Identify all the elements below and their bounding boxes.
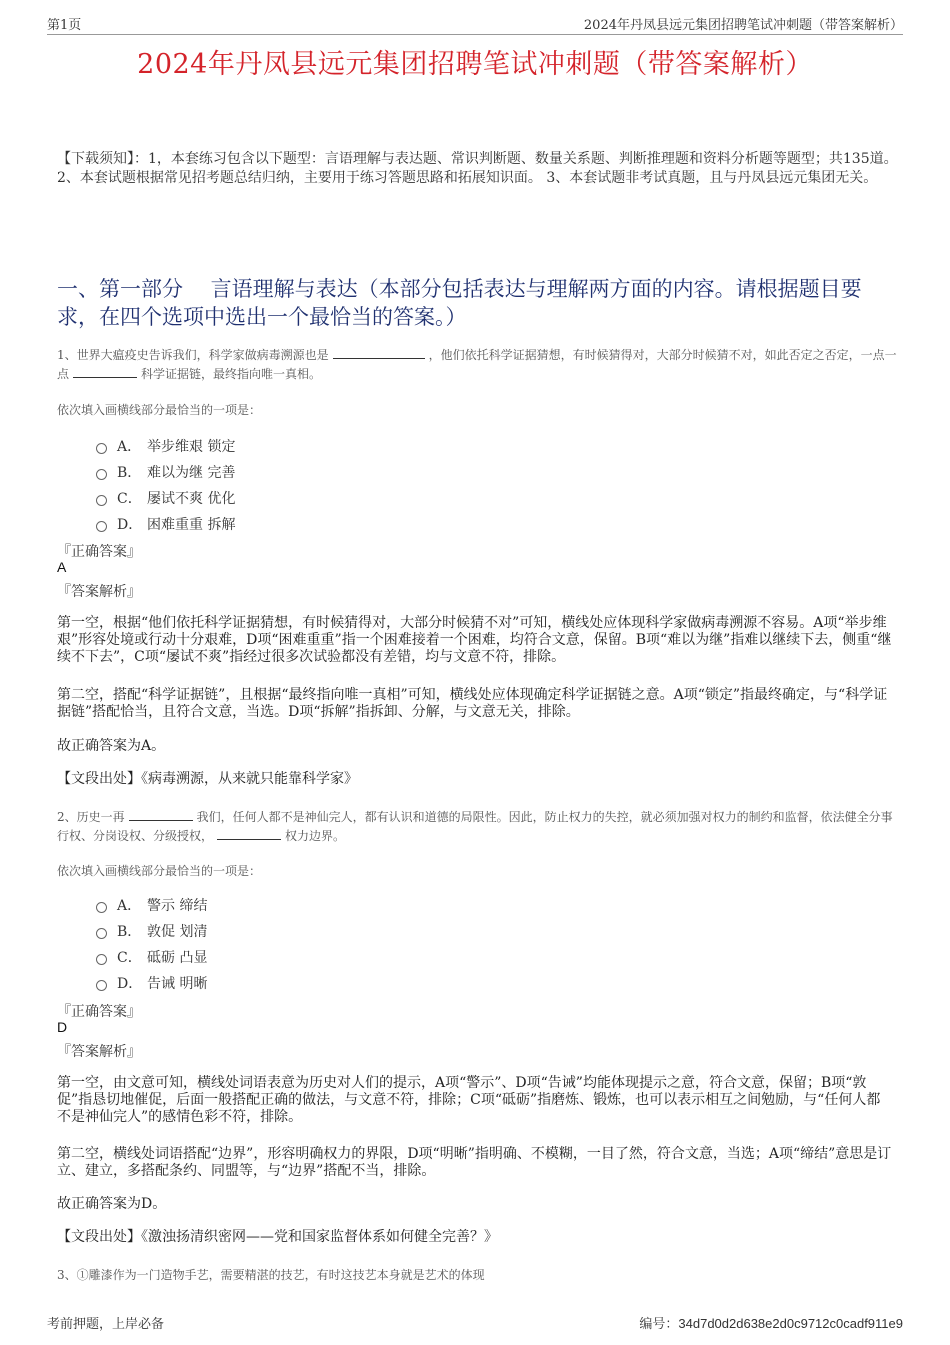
analysis-label: 『答案解析』 [57, 1044, 141, 1060]
download-notice: 【下载须知】：1，本套练习包含以下题型：言语理解与表达题、常识判断题、数量关系题、判断推理题和资料分析题等题型；共135道。 2、本套试题根据常见招考题总结归纳，主要用于练习答题思路和拓展知识面。 3、本套试题非考试真题，且与丹凤县远元集团无关。 [57, 151, 898, 186]
radio-icon[interactable] [96, 443, 107, 454]
radio-icon[interactable] [96, 495, 107, 506]
option-b[interactable]: B． 难以为继 完善 [96, 459, 235, 485]
question-3-stem: 3、①雕漆作为一门造物手艺，需要精湛的技艺，有时这技艺本身就是艺术的体现 [57, 1268, 485, 1282]
analysis-paragraph: 第二空，搭配“科学证据链”，且根据“最终指向唯一真相”可知，横线处应体现确定科学证据链之意。A项“锁定”指最终确定，与“科学证据链”搭配恰当，且符合文意，当选。D项“拆解”指拆卸、分解，与文意无关，排除。 [57, 687, 888, 720]
answer-label: 『正确答案』 [57, 544, 141, 560]
question-2-prompt: 依次填入画横线部分最恰当的一项是： [57, 864, 262, 878]
page-title: 2024年丹凤县远元集团招聘笔试冲刺题（带答案解析） [137, 49, 813, 80]
question-1-prompt: 依次填入画横线部分最恰当的一项是： [57, 403, 262, 417]
question-2-options [96, 892, 207, 996]
radio-icon[interactable] [96, 469, 107, 480]
page-number: 第1页 [47, 18, 82, 33]
fill-blank [217, 827, 281, 840]
correct-answer: A [57, 559, 67, 575]
analysis-paragraph: 第二空，横线处词语搭配“边界”，形容明确权力的界限，D项“明晰”指明确、不模糊，一目了然，符合文意，当选；A项“缔结”意思是订立、建立，多搭配条约、同盟等，与“边界”搭配不当，排除。 [57, 1146, 892, 1179]
analysis-label: 『答案解析』 [57, 584, 141, 600]
option-a[interactable]: A． 警示 缔结 [96, 892, 207, 918]
fill-blank [333, 346, 425, 359]
analysis-conclusion: 故正确答案为D。 [57, 1196, 167, 1212]
radio-icon[interactable] [96, 902, 107, 913]
answer-label: 『正确答案』 [57, 1004, 141, 1020]
source-citation: 【文段出处】《激浊扬清织密网——党和国家监督体系如何健全完善？》 [57, 1229, 498, 1245]
analysis-paragraph: 第一空，由文意可知，横线处词语表意为历史对人们的提示，A项“警示”、D项“告诫”均能体现提示之意，符合文意，保留；B项“敦促”指恳切地催促，后面一般搭配正确的做法，与文意不符，排除；C项“砥砺”指磨炼、锻炼，也可以表示相互之间勉励，与“任何人都不是神仙完人”的感情色彩不符，排除。 [57, 1075, 881, 1125]
question-1-stem: 1、世界大瘟疫史告诉我们，科学家做病毒溯源也是 ，他们依托科学证据猜想，有时候猜得对，大部分时候猜不对，如此否定之否定，一点一点 科学证据链，最终指向唯一真相。 [57, 348, 897, 381]
page-header [47, 14, 903, 35]
footer-slogan: 考前押题，上岸必备 [47, 1317, 165, 1332]
footer-code: 编号：34d7d0d2d638e2d0c9712c0cadf911e9 [639, 1316, 903, 1332]
source-citation: 【文段出处】《病毒溯源，从来就只能靠科学家》 [57, 771, 358, 787]
question-2-stem: 2、历史一再 我们，任何人都不是神仙完人，都有认识和道德的局限性。因此，防止权力的失控，就必须加强对权力的制约和监督，依法健全分事行权、分岗设权、分级授权， 权力边界。 [57, 810, 893, 843]
header-doc-title: 2024年丹凤县远元集团招聘笔试冲刺题（带答案解析） [583, 18, 903, 33]
option-c[interactable]: C． 屡试不爽 优化 [96, 485, 235, 511]
fill-blank [73, 365, 137, 378]
option-d[interactable]: D． 困难重重 拆解 [96, 511, 235, 537]
radio-icon[interactable] [96, 980, 107, 991]
question-1-options [96, 433, 235, 537]
fill-blank [129, 808, 193, 821]
option-b[interactable]: B． 敦促 划清 [96, 918, 207, 944]
option-a[interactable]: A． 举步维艰 锁定 [96, 433, 235, 459]
radio-icon[interactable] [96, 521, 107, 532]
option-d[interactable]: D． 告诫 明晰 [96, 970, 207, 996]
radio-icon[interactable] [96, 928, 107, 939]
section-heading: 一、第一部分 言语理解与表达（本部分包括表达与理解两方面的内容。请根据题目要求，在四个选项中选出一个最恰当的答案。） [57, 277, 862, 329]
analysis-conclusion: 故正确答案为A。 [57, 738, 166, 754]
radio-icon[interactable] [96, 954, 107, 965]
analysis-paragraph: 第一空，根据“他们依托科学证据猜想，有时候猜得对，大部分时候猜不对”可知，横线处应体现科学家做病毒溯源不容易。A项“举步维艰”形容处境或行动十分艰难，D项“困难重重”指一个困难接着一个困难，均符合文意，保留。B项“难以为继”指难以继续下去，侧重“继续不下去”，C项“屡试不爽”指经过很多次试验都没有差错，均与文意不符，排除。 [57, 615, 892, 665]
correct-answer: D [57, 1019, 68, 1035]
option-c[interactable]: C． 砥砺 凸显 [96, 944, 207, 970]
